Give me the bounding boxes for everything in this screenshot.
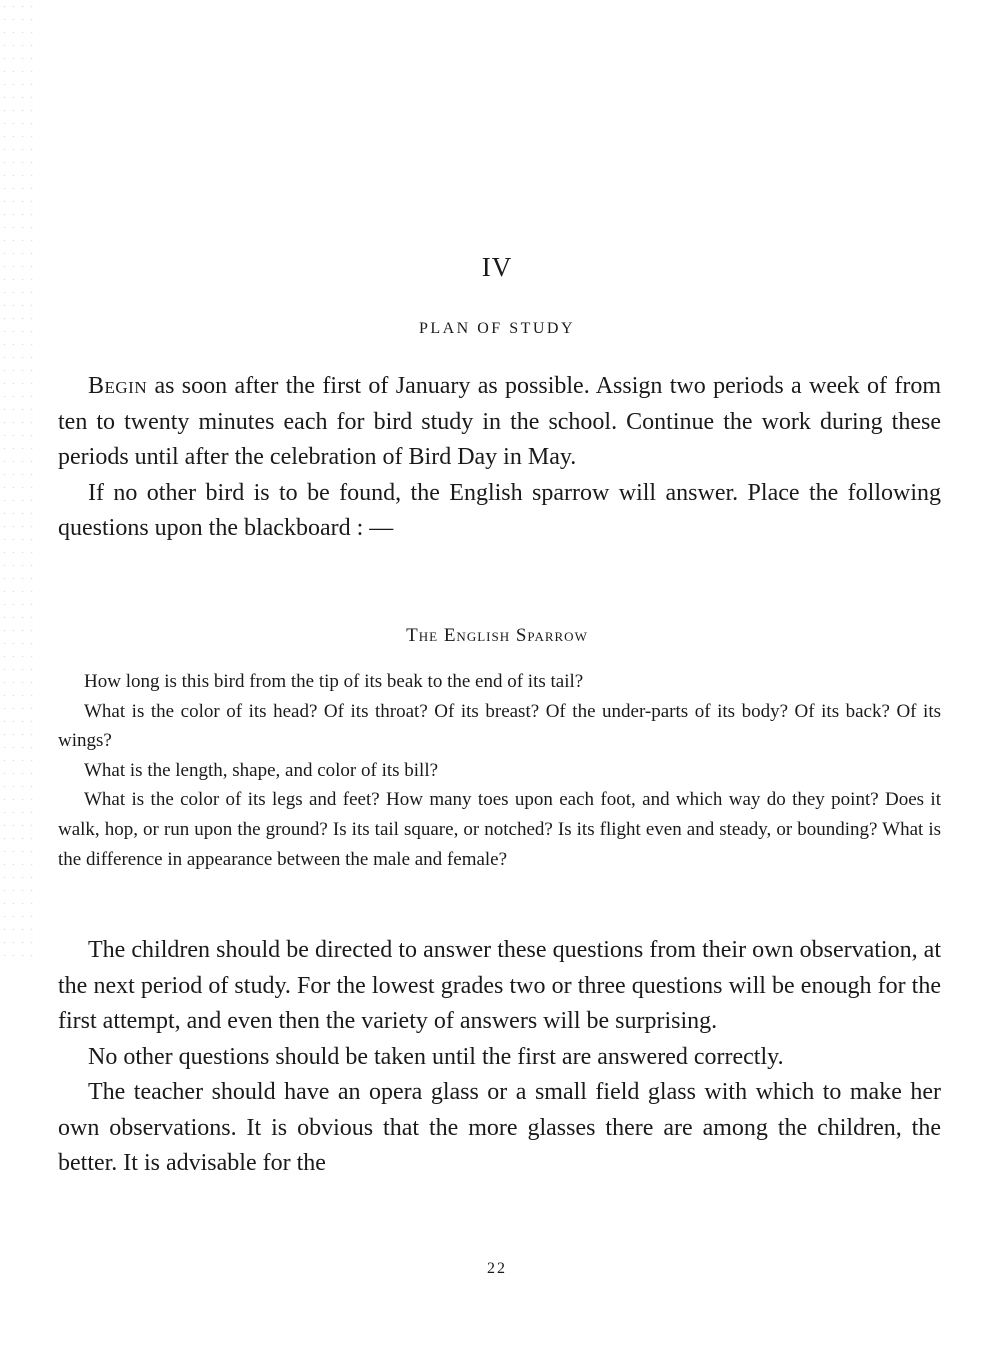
intro-paragraph-1-text: as soon after the first of January as possible. Assign two periods a week of from ten to twenty minutes each for bird study in the school. Continue the work during these periods until after the celebration of Bird Day in May. [58,373,941,470]
intro-lead-word: Begin [88,373,148,399]
questions-heading: The English Sparrow [406,625,588,646]
questions-list [58,667,941,874]
chapter-number: IV [481,252,513,282]
continuation-paragraph-3: The teacher should have an opera glass or a small field glass with which to make her own observations. It is obvious that the more glasses there are among the children, the better. It is advisable for the [58,1079,941,1176]
question-item: What is the length, shape, and color of its bill? [84,759,439,781]
intro-paragraph-1 [58,369,941,476]
intro-text [58,369,941,547]
page-number: 22 [487,1260,507,1277]
scan-noise [0,0,40,960]
question-item: What is the color of its legs and feet? How many toes upon each foot, and which way do they point? Does it walk, hop, or run upon the ground? Is its tail square, or notched? Is its flight even and steady, or bounding? What is the difference in appearance between the male and female? [58,789,941,870]
question-item: What is the color of its head? Of its throat? Of its breast? Of the under-parts of its body? Of its back? Of its wings? [58,700,941,752]
chapter-title: PLAN OF STUDY [418,320,576,337]
question-item: How long is this bird from the tip of its beak to the end of its tail? [84,671,584,692]
intro-paragraph-2: If no other bird is to be found, the English sparrow will answer. Place the following questions upon the blackboard : — [58,479,941,541]
continuation-paragraph-2: No other questions should be taken until the first are answered correctly. [88,1043,784,1070]
continuation-text [58,933,941,1182]
continuation-paragraph-1: The children should be directed to answer these questions from their own observation, at the next period of study. For the lowest grades two or three questions will be enough for the first attempt, and even then the variety of answers will be surprising. [58,937,941,1034]
